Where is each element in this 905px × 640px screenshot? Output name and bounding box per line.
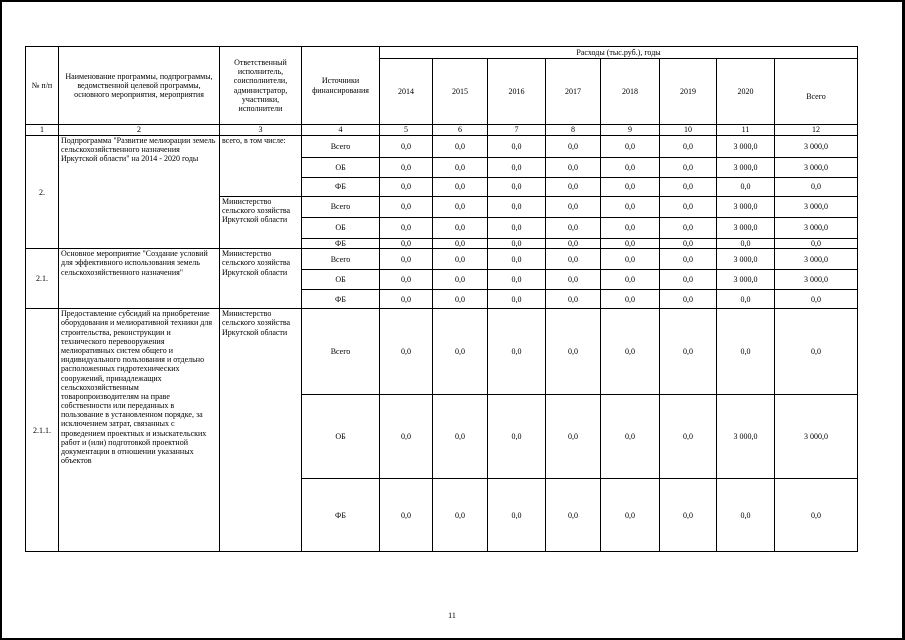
year-value: 3 000,0 bbox=[717, 249, 775, 270]
header-year: 2016 bbox=[488, 59, 546, 125]
year-value: 0,0 bbox=[433, 158, 488, 178]
total-value: 3 000,0 bbox=[775, 158, 858, 178]
header-total: Всего bbox=[775, 59, 858, 125]
budget-table bbox=[25, 46, 858, 552]
header-year: 2014 bbox=[380, 59, 433, 125]
year-value: 0,0 bbox=[380, 479, 433, 552]
year-value: 0,0 bbox=[380, 136, 433, 158]
year-value: 0,0 bbox=[546, 197, 601, 218]
year-value: 0,0 bbox=[488, 218, 546, 239]
year-value: 0,0 bbox=[546, 395, 601, 479]
column-number: 7 bbox=[488, 125, 546, 136]
year-value: 0,0 bbox=[717, 178, 775, 197]
table-row bbox=[26, 309, 858, 395]
year-value: 0,0 bbox=[546, 309, 601, 395]
header-year: 2015 bbox=[433, 59, 488, 125]
year-value: 0,0 bbox=[433, 395, 488, 479]
year-value: 0,0 bbox=[601, 290, 660, 309]
year-value: 0,0 bbox=[380, 309, 433, 395]
year-value: 0,0 bbox=[488, 270, 546, 290]
funding-source: Всего bbox=[302, 249, 380, 270]
year-value: 0,0 bbox=[601, 249, 660, 270]
funding-source: ОБ bbox=[302, 158, 380, 178]
year-value: 0,0 bbox=[660, 158, 717, 178]
year-value: 0,0 bbox=[546, 239, 601, 249]
year-value: 0,0 bbox=[380, 197, 433, 218]
year-value: 0,0 bbox=[488, 249, 546, 270]
total-value: 3 000,0 bbox=[775, 270, 858, 290]
header-executor: Ответственный исполнитель, соисполнители, администратор, участники, исполнители bbox=[220, 47, 302, 125]
header-year: 2019 bbox=[660, 59, 717, 125]
column-number: 2 bbox=[59, 125, 220, 136]
column-number: 11 bbox=[717, 125, 775, 136]
header-year: 2020 bbox=[717, 59, 775, 125]
column-number: 3 bbox=[220, 125, 302, 136]
column-number: 6 bbox=[433, 125, 488, 136]
column-number: 5 bbox=[380, 125, 433, 136]
year-value: 0,0 bbox=[660, 136, 717, 158]
column-number: 4 bbox=[302, 125, 380, 136]
year-value: 0,0 bbox=[601, 158, 660, 178]
year-value: 0,0 bbox=[488, 479, 546, 552]
total-value: 0,0 bbox=[775, 309, 858, 395]
year-value: 0,0 bbox=[660, 395, 717, 479]
year-value: 0,0 bbox=[488, 197, 546, 218]
funding-source: ОБ bbox=[302, 270, 380, 290]
year-value: 0,0 bbox=[546, 178, 601, 197]
year-value: 0,0 bbox=[660, 309, 717, 395]
year-value: 0,0 bbox=[546, 290, 601, 309]
year-value: 0,0 bbox=[717, 309, 775, 395]
column-number: 8 bbox=[546, 125, 601, 136]
total-value: 3 000,0 bbox=[775, 218, 858, 239]
total-value: 3 000,0 bbox=[775, 249, 858, 270]
page-border-left bbox=[0, 0, 2, 640]
year-value: 0,0 bbox=[601, 136, 660, 158]
year-value: 3 000,0 bbox=[717, 270, 775, 290]
column-number: 12 bbox=[775, 125, 858, 136]
executor-name: Министерство сельского хозяйства Иркутской области bbox=[220, 249, 302, 309]
program-name: Предоставление субсидий на приобретение оборудования и мелиоративной техники для строительства, реконструкции и технического перевооружения мелиоративных систем общего и индивидуального пользования и отдельно расположенных гидротехнических сооружений, принадлежащих сельскохозяйственным товаропроизводителям на праве собственности или переданных в пользование в установленном порядке, за исключением затрат, связанных с проведением проектных и изыскательских работ и (или) подготовкой проектной документации в отношении указанных объектов bbox=[59, 309, 220, 552]
year-value: 0,0 bbox=[601, 309, 660, 395]
header-year: 2018 bbox=[601, 59, 660, 125]
year-value: 0,0 bbox=[433, 309, 488, 395]
year-value: 0,0 bbox=[546, 249, 601, 270]
executor-name: Министерство сельского хозяйства Иркутской области bbox=[220, 309, 302, 552]
year-value: 3 000,0 bbox=[717, 158, 775, 178]
year-value: 0,0 bbox=[433, 270, 488, 290]
year-value: 0,0 bbox=[660, 290, 717, 309]
total-value: 0,0 bbox=[775, 290, 858, 309]
year-value: 0,0 bbox=[660, 218, 717, 239]
table-row bbox=[26, 136, 858, 158]
year-value: 0,0 bbox=[660, 197, 717, 218]
year-value: 0,0 bbox=[546, 136, 601, 158]
executor-name: Министерство сельского хозяйства Иркутской области bbox=[220, 197, 302, 249]
year-value: 0,0 bbox=[380, 158, 433, 178]
column-number: 10 bbox=[660, 125, 717, 136]
year-value: 0,0 bbox=[488, 178, 546, 197]
page-border-top bbox=[0, 0, 905, 2]
year-value: 0,0 bbox=[601, 197, 660, 218]
total-value: 3 000,0 bbox=[775, 197, 858, 218]
year-value: 3 000,0 bbox=[717, 197, 775, 218]
year-value: 3 000,0 bbox=[717, 218, 775, 239]
total-value: 0,0 bbox=[775, 479, 858, 552]
year-value: 0,0 bbox=[717, 239, 775, 249]
year-value: 0,0 bbox=[433, 178, 488, 197]
funding-source: ФБ bbox=[302, 178, 380, 197]
funding-source: Всего bbox=[302, 136, 380, 158]
year-value: 0,0 bbox=[433, 136, 488, 158]
year-value: 0,0 bbox=[433, 197, 488, 218]
year-value: 0,0 bbox=[433, 239, 488, 249]
year-value: 0,0 bbox=[433, 479, 488, 552]
header-num: № п/п bbox=[26, 47, 59, 125]
year-value: 0,0 bbox=[546, 218, 601, 239]
year-value: 0,0 bbox=[601, 218, 660, 239]
header-year: 2017 bbox=[546, 59, 601, 125]
table-body bbox=[26, 136, 858, 552]
funding-source: ФБ bbox=[302, 239, 380, 249]
row-number: 2.1. bbox=[26, 249, 59, 309]
year-value: 0,0 bbox=[660, 249, 717, 270]
total-value: 0,0 bbox=[775, 178, 858, 197]
year-value: 0,0 bbox=[380, 270, 433, 290]
header-expenses: Расходы (тыс.руб.), годы bbox=[380, 47, 858, 59]
executor-name: всего, в том числе: bbox=[220, 136, 302, 197]
year-value: 0,0 bbox=[488, 395, 546, 479]
year-value: 0,0 bbox=[380, 239, 433, 249]
year-value: 3 000,0 bbox=[717, 136, 775, 158]
year-value: 0,0 bbox=[488, 239, 546, 249]
year-value: 3 000,0 bbox=[717, 395, 775, 479]
year-value: 0,0 bbox=[546, 479, 601, 552]
year-value: 0,0 bbox=[660, 479, 717, 552]
year-value: 0,0 bbox=[601, 395, 660, 479]
year-value: 0,0 bbox=[488, 158, 546, 178]
year-value: 0,0 bbox=[546, 270, 601, 290]
row-number: 2. bbox=[26, 136, 59, 249]
funding-source: Всего bbox=[302, 197, 380, 218]
funding-source: ОБ bbox=[302, 218, 380, 239]
total-value: 3 000,0 bbox=[775, 136, 858, 158]
header-source: Источники финансирования bbox=[302, 47, 380, 125]
table-row bbox=[26, 249, 858, 270]
funding-source: ФБ bbox=[302, 479, 380, 552]
year-value: 0,0 bbox=[488, 136, 546, 158]
year-value: 0,0 bbox=[660, 270, 717, 290]
year-value: 0,0 bbox=[546, 158, 601, 178]
funding-source: ОБ bbox=[302, 395, 380, 479]
year-value: 0,0 bbox=[660, 239, 717, 249]
year-value: 0,0 bbox=[433, 249, 488, 270]
total-value: 3 000,0 bbox=[775, 395, 858, 479]
year-value: 0,0 bbox=[380, 218, 433, 239]
year-value: 0,0 bbox=[660, 178, 717, 197]
page-number: 11 bbox=[448, 611, 456, 620]
year-value: 0,0 bbox=[380, 178, 433, 197]
funding-source: ФБ bbox=[302, 290, 380, 309]
column-number: 9 bbox=[601, 125, 660, 136]
row-number: 2.1.1. bbox=[26, 309, 59, 552]
year-value: 0,0 bbox=[380, 290, 433, 309]
year-value: 0,0 bbox=[717, 290, 775, 309]
year-value: 0,0 bbox=[380, 249, 433, 270]
year-value: 0,0 bbox=[601, 178, 660, 197]
header-name: Наименование программы, подпрограммы, ведомственной целевой программы, основного мероприятия, мероприятия bbox=[59, 47, 220, 125]
year-value: 0,0 bbox=[433, 290, 488, 309]
total-value: 0,0 bbox=[775, 239, 858, 249]
program-name: Подпрограмма "Развитие мелиорации земель сельскохозяйственного назначения Иркутской области" на 2014 - 2020 годы bbox=[59, 136, 220, 249]
year-value: 0,0 bbox=[380, 395, 433, 479]
column-number: 1 bbox=[26, 125, 59, 136]
year-value: 0,0 bbox=[433, 218, 488, 239]
year-value: 0,0 bbox=[488, 290, 546, 309]
year-value: 0,0 bbox=[488, 309, 546, 395]
year-value: 0,0 bbox=[601, 239, 660, 249]
year-value: 0,0 bbox=[601, 270, 660, 290]
year-value: 0,0 bbox=[717, 479, 775, 552]
program-name: Основное мероприятие "Создание условий для эффективного использования земель сельскохозяйственного назначения" bbox=[59, 249, 220, 309]
year-value: 0,0 bbox=[601, 479, 660, 552]
funding-source: Всего bbox=[302, 309, 380, 395]
